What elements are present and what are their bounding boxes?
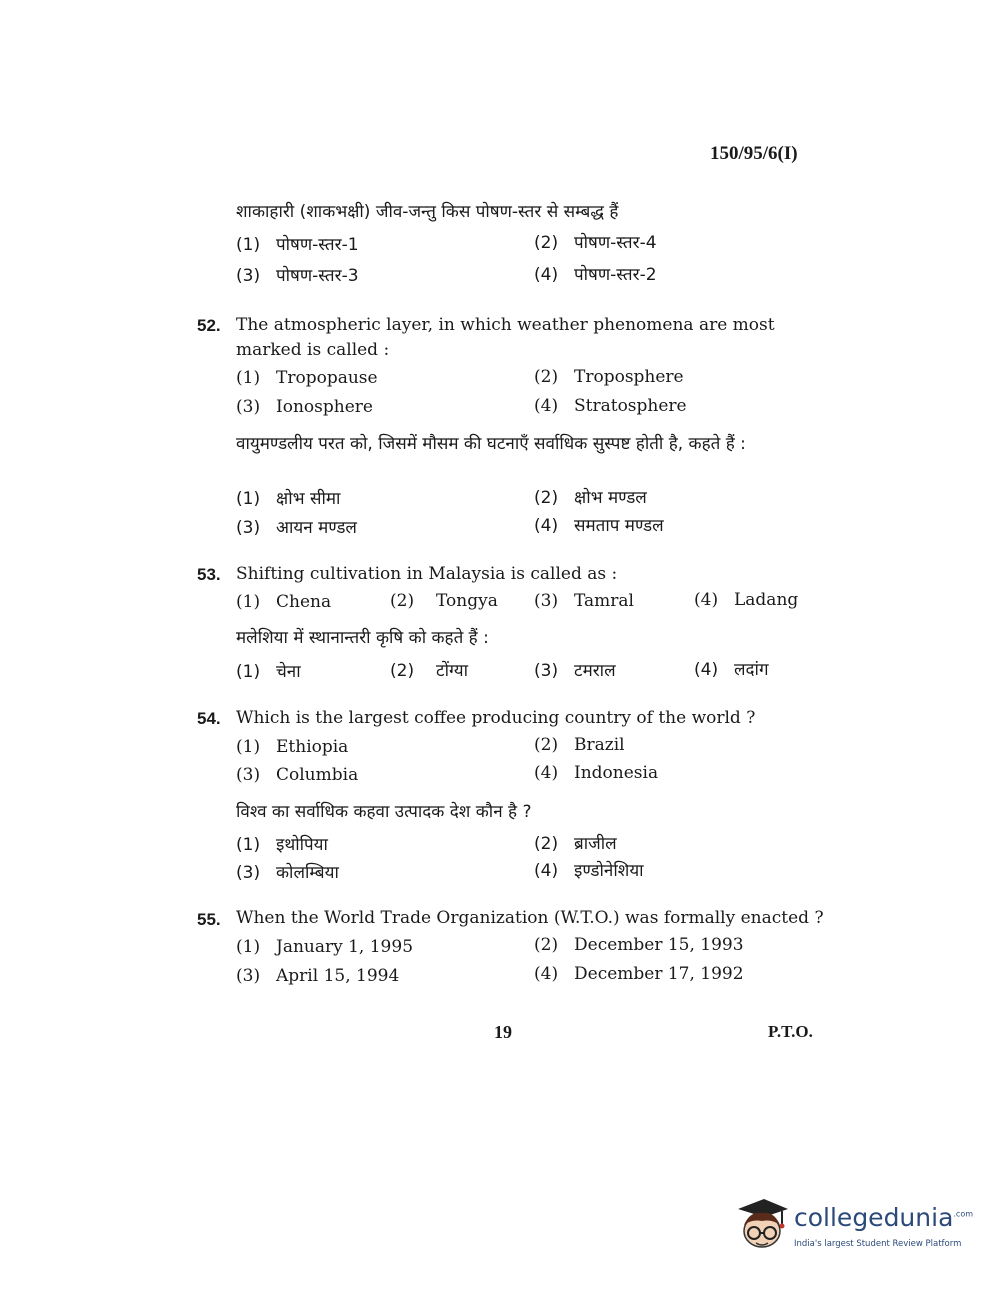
q53-stem: Shifting cultivation in Malaysia is called as :: [236, 564, 618, 584]
q53-hindi-stem: मलेशिया में स्थानान्तरी कृषि को कहते हैं :: [236, 628, 489, 648]
q54-option-2: (2) Brazil: [534, 735, 625, 755]
q51-hindi-option-3: (3) पोषण-स्तर-3: [236, 266, 359, 286]
page-code: 150/95/6(I): [710, 143, 798, 164]
q52-hindi-option-1: (1) क्षोभ सीमा: [236, 489, 341, 509]
q53-number: 53.: [197, 565, 221, 584]
brand-suffix: .com: [953, 1209, 974, 1219]
q52-option-2: (2) Troposphere: [534, 367, 684, 387]
q54-stem: Which is the largest coffee producing country of the world ?: [236, 708, 756, 728]
brand-tagline: India's largest Student Review Platform: [794, 1239, 962, 1249]
q53-option-2: (2) Tongya: [390, 591, 498, 611]
q51-hindi-option-2: (2) पोषण-स्तर-4: [534, 233, 657, 253]
q55-number: 55.: [197, 910, 221, 929]
q53-option-3: (3) Tamral: [534, 591, 634, 611]
q53-option-1: (1) Chena: [236, 592, 332, 612]
brand-name: collegedunia: [794, 1203, 954, 1232]
pto-label: P.T.O.: [768, 1022, 813, 1041]
q55-option-2: (2) December 15, 1993: [534, 935, 744, 955]
q52-hindi-stem: वायुमण्डलीय परत को, जिसमें मौसम की घटनाएँ सर्वाधिक सुस्पष्ट होती है, कहते हैं :: [236, 434, 746, 454]
q54-option-1: (1) Ethiopia: [236, 737, 349, 757]
q52-option-3: (3) Ionosphere: [236, 397, 373, 417]
q52-option-4: (4) Stratosphere: [534, 396, 687, 416]
q55-option-1: (1) January 1, 1995: [236, 937, 414, 957]
q52-stem: The atmospheric layer, in which weather phenomena are most marked is called :: [236, 315, 775, 360]
q53-hindi-option-4: (4) लदांग: [694, 660, 769, 680]
q53-hindi-option-3: (3) टमराल: [534, 661, 616, 681]
q55-option-3: (3) April 15, 1994: [236, 966, 400, 986]
q55-option-4: (4) December 17, 1992: [534, 964, 744, 984]
q54-hindi-option-3: (3) कोलम्बिया: [236, 863, 339, 883]
q53-option-4: (4) Ladang: [694, 590, 799, 610]
collegedunia-watermark: [732, 1195, 974, 1261]
q52-option-1: (1) Tropopause: [236, 368, 378, 388]
q52-hindi-option-2: (2) क्षोभ मण्डल: [534, 488, 647, 508]
q54-hindi-option-4: (4) इण्डोनेशिया: [534, 861, 644, 881]
q51-hindi-option-4: (4) पोषण-स्तर-2: [534, 265, 657, 285]
q54-option-3: (3) Columbia: [236, 765, 359, 785]
q51-hindi-option-1: (1) पोषण-स्तर-1: [236, 235, 359, 255]
q52-hindi-option-3: (3) आयन मण्डल: [236, 518, 357, 538]
q54-hindi-option-2: (2) ब्राजील: [534, 834, 617, 854]
q53-hindi-option-2: (2) टोंग्या: [390, 661, 469, 681]
mascot-icon: [732, 1195, 790, 1257]
q54-option-4: (4) Indonesia: [534, 763, 659, 783]
q51-hindi-stem: शाकाहारी (शाकभक्षी) जीव-जन्तु किस पोषण-स्तर से सम्बद्ध हैं: [236, 202, 619, 222]
page-number: 19: [494, 1022, 512, 1042]
q52-hindi-option-4: (4) समताप मण्डल: [534, 516, 664, 536]
q55-stem: When the World Trade Organization (W.T.O.) was formally enacted ?: [236, 908, 824, 928]
q53-hindi-option-1: (1) चेना: [236, 662, 301, 682]
q54-hindi-stem: विश्व का सर्वाधिक कहवा उत्पादक देश कौन है ?: [236, 802, 532, 822]
q54-hindi-option-1: (1) इथोपिया: [236, 835, 328, 855]
q52-number: 52.: [197, 316, 221, 335]
q54-number: 54.: [197, 709, 221, 728]
